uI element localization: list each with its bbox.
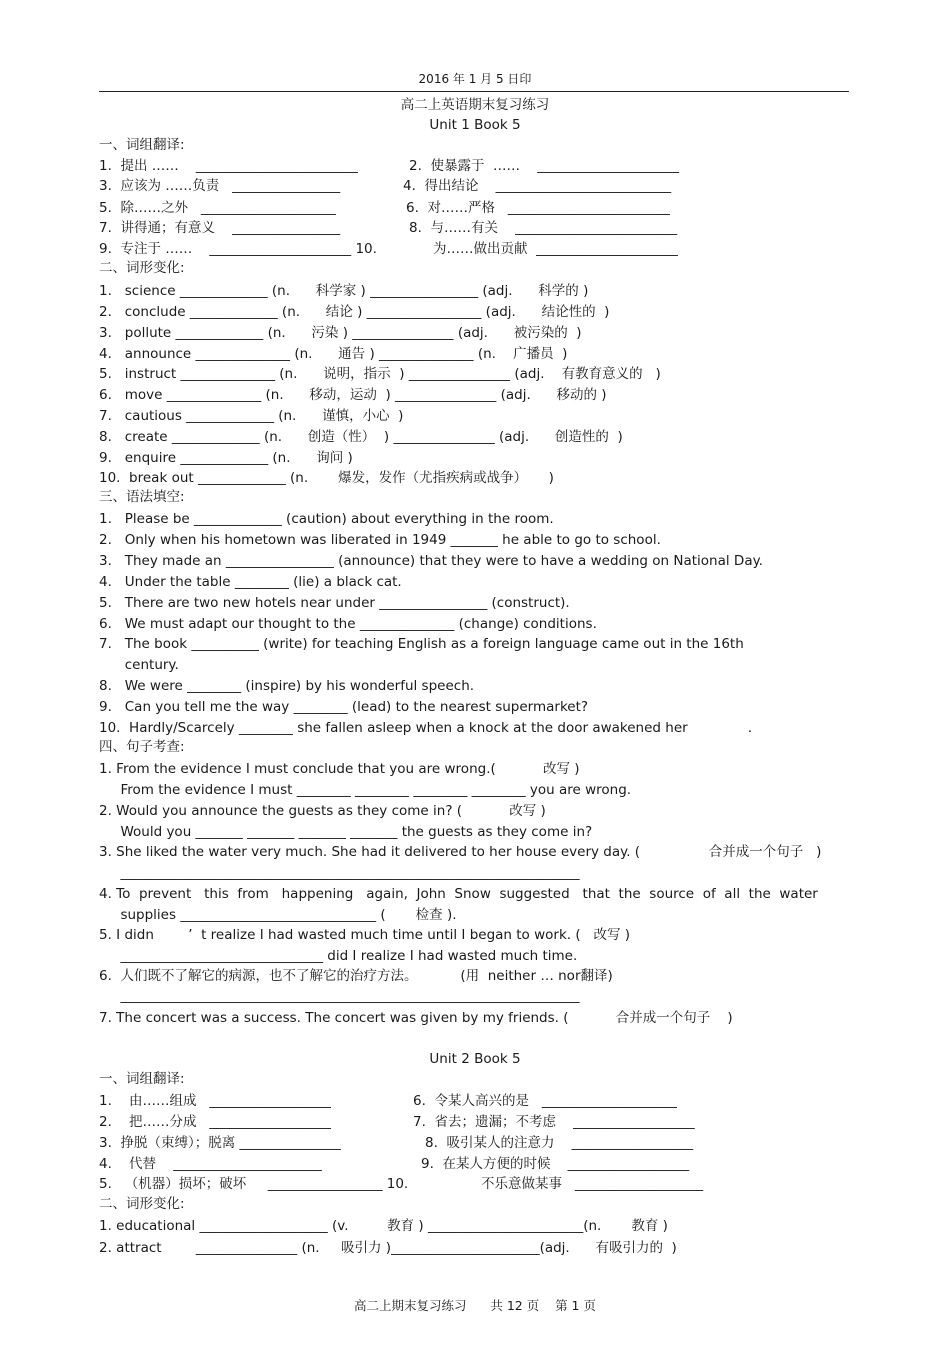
unit1-s2-item: 6. move ______________ (n. 移动，运动 ) _______________ (adj. 移动的 )	[99, 387, 607, 403]
unit1-s3-item-cont: century.	[99, 657, 179, 673]
unit2-s2-item: 1. educational ___________________ (v. 教育 ) _______________________(n. 教育 )	[99, 1218, 668, 1234]
unit1-s2-item: 9. enquire _____________ (n. 询问 )	[99, 450, 353, 466]
unit1-s2-item: 8. create _____________ (n. 创造（性） ) _______________ (adj. 创造性的 )	[99, 429, 623, 445]
unit1-s2-item: 3. pollute _____________ (n. 污染 ) _______________ (adj. 被污染的 )	[99, 325, 582, 341]
unit1-s4-item: 5. I didn ’ t realize I had wasted much time until I began to work. ( 改写 )	[99, 927, 631, 943]
unit1-title: Unit 1 Book 5	[429, 117, 521, 133]
unit2-s1-item: 9. 在某人方便的时候 __________________	[421, 1156, 690, 1172]
unit1-s3-item: 5. There are two new hotels near under ________________ (construct).	[99, 595, 570, 611]
unit1-s2-item: 10. break out _____________ (n. 爆发，发作（尤指疾病或战争） )	[99, 470, 554, 486]
unit1-s3-item: 4. Under the table ________ (lie) a black cat.	[99, 574, 402, 590]
unit1-s3-item: 8. We were ________ (inspire) by his wonderful speech.	[99, 678, 475, 694]
page-footer: 高二上期末复习练习 共 12 页 第 1 页	[354, 1298, 596, 1313]
unit1-s3-item: 2. Only when his hometown was liberated in 1949 _______ he able to go to school.	[99, 532, 661, 548]
unit2-s2-heading: 二、词形变化:	[99, 1196, 185, 1212]
unit2-s1-item: 3. 挣脱（束缚）；脱离 _______________	[99, 1135, 341, 1151]
document-title: 高二上英语期末复习练习	[400, 97, 550, 113]
unit1-s1-item: 4. 得出结论 __________________________	[403, 178, 672, 194]
unit1-s3-item: 10. Hardly/Scarcely ________ she fallen asleep when a knock at the door awakened her .	[99, 720, 753, 736]
unit1-s1-item: 8. 与……有关 ________________________	[409, 220, 678, 236]
unit2-s1-item: 2. 把……分成 __________________	[99, 1114, 331, 1130]
unit2-s1-item: 4. 代替 ______________________	[99, 1156, 322, 1172]
unit1-s4-item: supplies _____________________________ ( 检查 ).	[99, 907, 457, 923]
unit2-s1-item: 不乐意做某事 ___________________	[481, 1176, 704, 1192]
unit1-s3-item: 7. The book __________ (write) for teaching English as a foreign language came out in the 16th	[99, 636, 744, 652]
unit1-s3-item: 1. Please be _____________ (caution) about everything in the room.	[99, 511, 554, 527]
unit1-s1-item: 1. 提出 …… ________________________	[99, 158, 358, 174]
unit2-s1-item: 7. 省去；遗漏；不考虑 __________________	[413, 1114, 695, 1130]
unit2-s1-item: 5. （机器）损坏；破坏 _________________ 10.	[99, 1176, 409, 1192]
unit1-s2-item: 4. announce ______________ (n. 通告 ) ______________ (n. 广播员 )	[99, 346, 568, 362]
unit1-s3-item: 9. Can you tell me the way ________ (lead) to the nearest supermarket?	[99, 699, 589, 715]
unit1-s4-item: ____________________________________________________________________	[99, 865, 580, 881]
unit1-s2-item: 5. instruct ______________ (n. 说明，指示 ) _______________ (adj. 有教育意义的 )	[99, 366, 661, 382]
unit1-s4-item: ____________________________________________________________________	[99, 988, 580, 1004]
unit1-s4-item: From the evidence I must ________ ________ ________ ________ you are wrong.	[99, 782, 632, 798]
unit1-s2-item: 1. science _____________ (n. 科学家 ) ________________ (adj. 科学的 )	[99, 283, 589, 299]
unit1-s4-item: ______________________________ did I realize I had wasted much time.	[99, 948, 578, 964]
unit1-s4-item: 1. From the evidence I must conclude that you are wrong.( 改写 )	[99, 761, 580, 777]
unit1-s1-item: 9. 专注于 …… _____________________ 10.	[99, 241, 377, 257]
unit1-s1-item: 6. 对……严格 ________________________	[406, 200, 670, 216]
unit1-s3-item: 6. We must adapt our thought to the ______________ (change) conditions.	[99, 616, 597, 632]
unit1-s4-item: 7. The concert was a success. The concert was given by my friends. ( 合并成一个句子 )	[99, 1010, 733, 1026]
unit1-s4-item: Would you _______ _______ _______ _______ the guests as they come in?	[99, 824, 593, 840]
unit2-s2-item: 2. attract _______________ (n. 吸引力 )______________________(adj. 有吸引力的 )	[99, 1240, 677, 1256]
print-date: 2016 年 1 月 5 日印	[418, 72, 532, 86]
unit1-s2-heading: 二、词形变化:	[99, 260, 185, 276]
unit1-s4-item: 2. Would you announce the guests as they come in? ( 改写 )	[99, 803, 546, 819]
unit1-s2-item: 2. conclude _____________ (n. 结论 ) _________________ (adj. 结论性的 )	[99, 304, 610, 320]
unit1-s1-item: 7. 讲得通；有意义 ________________	[99, 220, 341, 236]
unit1-s4-item: 3. She liked the water very much. She had it delivered to her house every day. ( 合并成一个句子 )	[99, 844, 822, 860]
unit2-s1-item: 8. 吸引某人的注意力 __________________	[425, 1135, 694, 1151]
unit1-s4-item: 6. 人们既不了解它的病源，也不了解它的治疗方法。 (用 neither … nor翻译)	[99, 968, 613, 984]
unit2-s1-heading: 一、词组翻译:	[99, 1071, 185, 1087]
unit1-s1-item: 2. 使暴露于 …… _____________________	[409, 158, 679, 174]
unit1-s1-heading: 一、词组翻译:	[99, 137, 185, 153]
unit1-s1-item: 3. 应该为 ……负责 ________________	[99, 178, 341, 194]
unit1-s1-item: 为……做出贡献 _____________________	[433, 241, 678, 257]
unit1-s1-item: 5. 除……之外 ____________________	[99, 200, 336, 216]
header-rule	[99, 91, 849, 92]
unit1-s4-item: 4. To prevent this from happening again, John Snow suggested that the source of all the water	[99, 886, 818, 902]
unit1-s3-heading: 三、语法填空:	[99, 489, 185, 505]
unit1-s3-item: 3. They made an ________________ (announce) that they were to have a wedding on National Day.	[99, 553, 763, 569]
unit1-s4-heading: 四、句子考查:	[99, 739, 185, 755]
unit2-title: Unit 2 Book 5	[429, 1051, 521, 1067]
unit1-s2-item: 7. cautious _____________ (n. 谨慎，小心 )	[99, 408, 404, 424]
unit2-s1-item: 1. 由……组成 __________________	[99, 1093, 331, 1109]
unit2-s1-item: 6. 令某人高兴的是 ____________________	[413, 1093, 677, 1109]
